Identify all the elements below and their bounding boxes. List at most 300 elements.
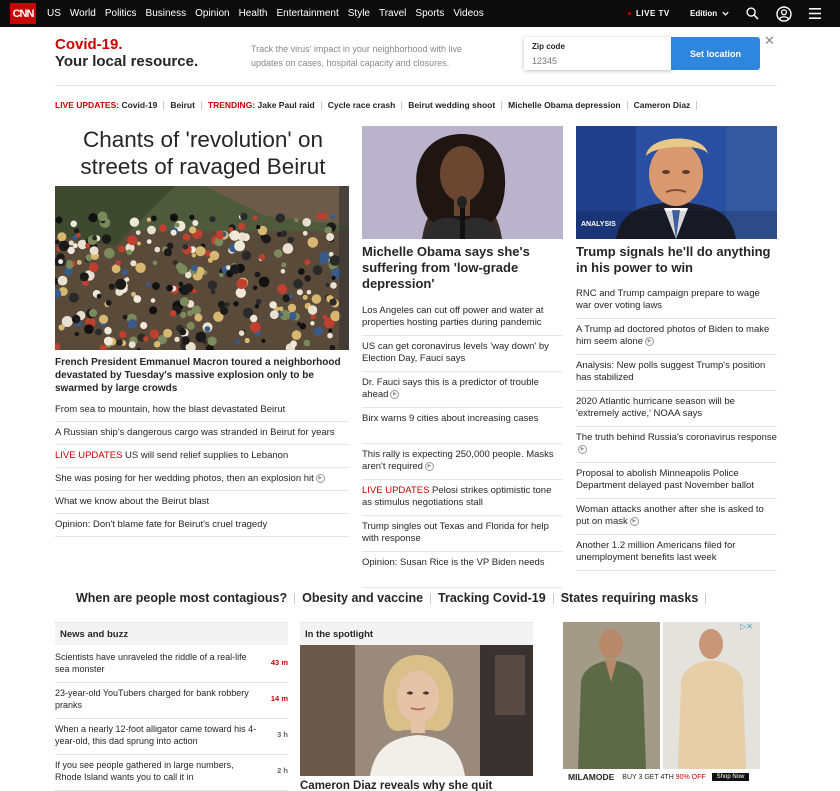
story-link[interactable] [576, 463, 777, 499]
crowd-person [225, 302, 230, 307]
crowd-person [140, 322, 147, 329]
story-link[interactable] [576, 283, 777, 319]
crowd-person [240, 213, 247, 220]
close-icon[interactable]: ✕ [764, 33, 775, 48]
crowd-person [255, 304, 259, 308]
separator [553, 593, 554, 604]
crowd-person [154, 341, 161, 348]
crowd-person [74, 228, 79, 233]
crowd-person [126, 249, 132, 255]
crowd-person [89, 263, 99, 273]
story-text: Los Angeles can cut off power and water at properties hosting parties during pandemic [362, 305, 544, 328]
story-link[interactable] [55, 399, 349, 422]
crowd-person [277, 284, 287, 294]
beirut-link[interactable]: Beirut [170, 100, 195, 110]
crowd-person [66, 260, 72, 266]
account-icon[interactable] [775, 0, 793, 27]
crowd-person [98, 212, 108, 222]
crowd-person [310, 321, 314, 325]
crowd-person [191, 265, 198, 272]
ad-shop-now-button[interactable]: Shop Now [712, 773, 750, 781]
news-buzz-list [55, 647, 288, 791]
crowd-person [303, 295, 308, 300]
crowd-person [311, 314, 316, 319]
crowd-person [72, 315, 81, 324]
crowd-person [89, 309, 97, 317]
crowd-person [238, 223, 245, 230]
crowd-person [147, 239, 152, 244]
story-link[interactable] [55, 445, 349, 468]
crowd-person [130, 218, 139, 227]
live-tv-link[interactable] [628, 0, 670, 27]
edition-label: Edition [690, 9, 718, 18]
nav-links [47, 0, 484, 27]
play-icon: ▶ [425, 462, 434, 471]
separator [501, 101, 502, 110]
crowd-person [73, 235, 78, 240]
story-text: Pelosi strikes optimistic tone as stimulus negotiations stall [362, 485, 552, 508]
crowd-person [317, 213, 324, 220]
play-icon: ▶ [645, 337, 654, 346]
crowd-person [179, 288, 183, 292]
crowd-person [256, 225, 260, 229]
crowd-person [261, 339, 265, 343]
story-text: The truth behind Russia's coronavirus response [576, 432, 777, 443]
ad-offer: BUY 3 GET 4TH [622, 773, 674, 781]
crowd-person [128, 319, 138, 329]
crowd-person [147, 218, 151, 222]
cameron-diaz-video-image[interactable] [300, 645, 533, 776]
crowd-person [150, 329, 159, 338]
news-item-time: 3 h [277, 730, 288, 739]
covid-title [55, 36, 198, 70]
crowd-person [95, 329, 102, 336]
story-link[interactable] [576, 319, 777, 355]
crowd-person [229, 233, 233, 237]
topic-link[interactable]: Obesity and vaccine [302, 591, 424, 605]
nav-link-opinion[interactable]: Opinion [195, 8, 230, 19]
clothing-ad[interactable] [563, 622, 760, 769]
crowd-person [85, 243, 90, 248]
crowd-person [235, 340, 240, 345]
crowd-person [281, 269, 286, 274]
news-item[interactable] [55, 647, 288, 683]
ad-choices-icon[interactable]: ▷✕ [740, 622, 753, 631]
nav-link-style[interactable]: Style [347, 8, 370, 19]
story-link[interactable] [576, 499, 777, 535]
zip-code-label: Zip code [532, 42, 565, 51]
news-item[interactable] [55, 719, 288, 755]
trending-link[interactable]: Cameron Diaz [633, 100, 691, 110]
col2-story-list [362, 300, 563, 588]
crowd-person [189, 226, 196, 233]
crowd-person [123, 315, 128, 320]
story-link[interactable] [362, 372, 563, 408]
crowd-person [290, 340, 297, 347]
story-text: US can get coronavirus levels 'way down' by Election Day, Fauci says [362, 341, 549, 364]
story-link[interactable] [55, 422, 349, 445]
crowd-person [195, 332, 206, 343]
story-text: Analysis: New polls suggest Trump's position has stabilized [576, 360, 766, 383]
crowd-person [289, 294, 293, 298]
covid-title-red: Covid-19. [55, 36, 123, 53]
crowd-person [163, 329, 172, 338]
crowd-person [75, 332, 80, 337]
obama-caption[interactable]: Michelle Obama says she's suffering from 'low-grade depression' [362, 244, 530, 291]
separator [201, 101, 202, 110]
crowd-person [170, 310, 177, 317]
story-text: A Russian ship's dangerous cargo was stranded in Beirut for years [55, 427, 335, 438]
topic-links [76, 591, 713, 605]
crowd-person [313, 265, 323, 275]
crowd-person [112, 264, 121, 273]
crowd-person [104, 337, 113, 346]
separator [705, 593, 706, 604]
story-text: She was posing for her wedding photos, then an explosion hit [55, 473, 314, 484]
crowd-person [104, 248, 115, 259]
story-link[interactable] [362, 444, 563, 480]
crowd-person [147, 226, 156, 235]
crowd-person [209, 216, 215, 222]
separator [401, 101, 402, 110]
crowd-person [255, 272, 261, 278]
crowd-person [195, 246, 205, 256]
menu-icon[interactable] [807, 0, 822, 27]
crowd-person [69, 293, 79, 303]
story-link[interactable] [362, 552, 563, 588]
live-updates-tag: LIVE UPDATES [55, 450, 123, 461]
crowd-person [208, 337, 217, 346]
crowd-person [262, 235, 271, 244]
analysis-badge: ANALYSIS [581, 221, 616, 228]
news-item-text: 23-year-old YouTubers charged for bank robbery pranks [55, 688, 249, 710]
crowd-person [281, 231, 287, 237]
story-text: What we know about the Beirut blast [55, 496, 210, 507]
play-icon: ▶ [630, 517, 639, 526]
play-icon: ▶ [316, 474, 325, 483]
crowd-person [153, 261, 158, 266]
story-text: Opinion: Susan Rice is the VP Biden needs [362, 557, 545, 568]
story-text: A Trump ad doctored photos of Biden to make him seem alone [576, 324, 770, 347]
nav-link-travel[interactable]: Travel [378, 8, 407, 19]
crowd-person [217, 230, 224, 237]
crowd-person [90, 246, 99, 255]
news-item-text: When a nearly 12-foot alligator came toward his 4-year-old, this dad sprung into action [55, 724, 257, 746]
news-item[interactable] [55, 755, 288, 791]
trending-bar [55, 100, 703, 110]
crowd-person [220, 307, 228, 315]
lead-headline[interactable]: Chants of 'revolution' on streets of ravaged Beirut [80, 127, 326, 179]
crowd-person [146, 282, 151, 287]
crowd-person [256, 299, 262, 305]
topic-link[interactable]: States requiring masks [560, 591, 699, 605]
crowd-person [59, 324, 65, 330]
live-tv-label: LIVE TV [636, 9, 670, 18]
story-link[interactable] [576, 391, 777, 427]
crowd-person [325, 226, 332, 233]
cnn-logo[interactable]: CNN [10, 3, 36, 24]
crowd-person [155, 247, 161, 253]
story-link[interactable] [55, 514, 349, 537]
crowd-person [230, 264, 240, 274]
nav-link-videos[interactable]: Videos [453, 8, 484, 19]
story-link[interactable] [55, 491, 349, 514]
crowd-person [192, 220, 198, 226]
story-link[interactable] [362, 336, 563, 372]
nav-link-sports[interactable]: Sports [415, 8, 445, 19]
spotlight-caption[interactable]: Cameron Diaz reveals why she quit [300, 780, 493, 791]
crowd-person [129, 341, 136, 348]
crowd-person [99, 315, 108, 324]
edition-menu[interactable] [690, 0, 730, 27]
crowd-person [115, 279, 126, 290]
crowd-person [279, 313, 283, 317]
trending-link[interactable]: Beirut wedding shoot [408, 100, 496, 110]
crowd-person [288, 237, 294, 243]
crowd-person [77, 260, 82, 265]
crowd-person [328, 329, 332, 333]
set-location-button[interactable]: Set location [671, 37, 760, 70]
ad-brand: MILAMODE [568, 772, 615, 782]
news-item-time: 2 h [277, 766, 288, 775]
crowd-person [245, 338, 250, 343]
crowd-person [320, 256, 329, 265]
crowd-person [304, 259, 310, 265]
crowd-person [92, 236, 97, 241]
live-updates-topic[interactable]: Covid-19 [121, 100, 158, 110]
separator [163, 101, 164, 110]
crowd-person [57, 232, 66, 241]
crowd-person [130, 260, 136, 266]
separator [321, 101, 322, 110]
crowd-person [59, 241, 69, 251]
zip-code-box [524, 37, 672, 70]
story-text: 2020 Atlantic hurricane season will be 'extremely active,' NOAA says [576, 396, 735, 419]
news-item-time: 14 m [270, 694, 288, 703]
crowd-person [102, 234, 111, 243]
col3-story-list [576, 283, 777, 571]
story-link[interactable] [362, 408, 563, 444]
crowd-person [149, 306, 157, 314]
crowd-person [242, 251, 252, 261]
topic-link[interactable]: Tracking Covid-19 [438, 591, 546, 605]
crowd-person [239, 279, 247, 287]
crowd-person [297, 289, 303, 295]
news-item[interactable] [55, 683, 288, 719]
trending-link[interactable]: Michelle Obama depression [508, 100, 621, 110]
trending-link[interactable]: Cycle race crash [327, 100, 396, 110]
story-text: From sea to mountain, how the blast devastated Beirut [55, 404, 286, 415]
story-link[interactable] [362, 516, 563, 552]
crowd-person [226, 265, 231, 270]
crowd-person [205, 326, 211, 332]
crowd-person [234, 241, 245, 252]
live-updates-label: LIVE UPDATES: [55, 100, 120, 110]
story-text: Woman attacks another after she is asked to put on mask [576, 504, 764, 527]
news-item-text: If you see people gathered in large numbers, Rhode Island wants you to call it in [55, 760, 234, 782]
crowd-person [55, 240, 59, 244]
topic-link[interactable]: When are people most contagious? [76, 591, 288, 605]
crowd-person [183, 233, 190, 240]
crowd-person [259, 277, 270, 288]
news-buzz-header: News and buzz [55, 622, 288, 645]
crowd-person [171, 230, 177, 236]
crowd-person [174, 337, 179, 342]
crowd-person [253, 216, 258, 221]
story-text: Another 1.2 million Americans filed for unemployment benefits last week [576, 540, 736, 563]
crowd-person [276, 213, 285, 222]
nav-link-health[interactable]: Health [238, 8, 268, 19]
story-text: US will send relief supplies to Lebanon [122, 450, 289, 461]
crowd-person [292, 330, 302, 340]
crowd-person [189, 215, 194, 220]
crowd-person [179, 328, 186, 335]
crowd-person [106, 300, 112, 306]
ad-banner[interactable] [563, 770, 760, 784]
crowd-person [194, 314, 202, 322]
story-text: This rally is expecting 250,000 people. Masks aren't required [362, 449, 554, 472]
story-link[interactable] [576, 535, 777, 571]
crowd-person [298, 268, 305, 275]
crowd-person [330, 255, 341, 266]
crowd-person [118, 246, 125, 253]
crowd-person [308, 237, 319, 248]
story-link[interactable] [362, 300, 563, 336]
crowd-person [250, 315, 257, 322]
story-text: Dr. Fauci says this is a predictor of trouble ahead [362, 377, 539, 400]
crowd-person [127, 235, 137, 245]
nav-link-entertainment[interactable]: Entertainment [276, 8, 339, 19]
crowd-person [332, 276, 336, 280]
nav-link-business[interactable]: Business [145, 8, 187, 19]
crowd-person [303, 231, 308, 236]
crowd-person [307, 290, 312, 295]
trump-caption[interactable]: Trump signals he'll do anything in his power to win [576, 244, 771, 275]
crowd-person [151, 298, 156, 303]
crowd-person [69, 240, 74, 245]
crowd-person [304, 275, 311, 282]
play-icon: ▶ [578, 445, 587, 454]
crowd-person [288, 304, 296, 312]
nav-link-politics[interactable]: Politics [104, 8, 137, 19]
crowd-person [173, 260, 178, 265]
story-link[interactable] [362, 480, 563, 516]
crowd-person [302, 218, 311, 227]
crowd-person [274, 249, 283, 258]
crowd-person [210, 251, 220, 261]
story-link[interactable] [576, 355, 777, 391]
separator [430, 593, 431, 604]
crowd-person [326, 233, 334, 241]
separator [294, 593, 295, 604]
news-item-time: 43 m [270, 658, 288, 667]
michelle-obama-image[interactable] [362, 126, 563, 239]
crowd-person [259, 254, 265, 260]
crowd-person [175, 223, 180, 228]
covid-title-black: Your local resource. [55, 53, 199, 70]
crowd-person [219, 273, 224, 278]
crowd-person [293, 279, 303, 289]
crowd-person [187, 322, 195, 330]
top-nav [0, 0, 840, 27]
search-icon[interactable] [744, 0, 760, 27]
crowd-person [253, 286, 258, 291]
crowd-person [331, 214, 336, 219]
crowd-person [80, 272, 89, 281]
crowd-person [281, 262, 286, 267]
crowd-person [152, 282, 160, 290]
crowd-person [159, 224, 167, 232]
crowd-person [143, 336, 148, 341]
crowd-person [97, 294, 102, 299]
crowd-person [109, 284, 115, 290]
crowd-person [137, 242, 141, 246]
crowd-person [170, 214, 178, 222]
col1-story-list [55, 399, 349, 537]
play-icon: ▶ [390, 390, 399, 399]
crowd-person [211, 290, 216, 295]
crowd-person [187, 310, 193, 316]
crowd-person [104, 327, 112, 335]
crowd-person [181, 336, 190, 345]
crowd-person [70, 221, 77, 228]
news-item-text: Scientists have unraveled the riddle of a real-life sea monster [55, 652, 247, 674]
beirut-crowd-image[interactable] [55, 186, 349, 350]
trending-label: TRENDING: [207, 100, 256, 110]
story-text: Opinion: Don't blame fate for Beirut's cruel tragedy [55, 519, 268, 530]
chevron-down-icon [721, 9, 730, 18]
story-link[interactable] [55, 468, 349, 491]
crowd-person [308, 305, 317, 314]
crowd-person [192, 253, 196, 257]
crowd-person [180, 312, 186, 318]
crowd-person [122, 269, 128, 275]
crowd-person [327, 333, 333, 339]
crowd-person [116, 339, 122, 345]
crowd-person [178, 265, 188, 275]
nav-link-world[interactable]: World [69, 8, 96, 19]
crowd-person [151, 216, 157, 222]
story-text: Trump singles out Texas and Florida for help with response [362, 521, 549, 544]
crowd-person [314, 327, 323, 336]
crowd-person [119, 331, 126, 338]
zip-code-input[interactable] [532, 56, 652, 66]
trending-link[interactable]: Jake Paul raid [257, 100, 315, 110]
lead-caption[interactable]: French President Emmanuel Macron toured a neighborhood devastated by Tuesday's massive explosion only to be swarmed by large crowds [55, 357, 341, 394]
crowd-person [164, 248, 172, 256]
crowd-person [251, 323, 256, 328]
live-updates-tag: LIVE UPDATES [362, 485, 430, 496]
crowd-person [325, 283, 329, 287]
story-link[interactable] [576, 427, 777, 463]
crowd-person [133, 295, 141, 303]
covid-description: Track the virus' impact in your neighborhood with live updates on cases, hospital capacity and closures. [251, 44, 462, 68]
crowd-person [183, 244, 189, 250]
crowd-person [294, 218, 298, 222]
live-dot-icon [628, 12, 631, 15]
nav-link-us[interactable]: US [47, 8, 61, 19]
story-text: Proposal to abolish Minneapolis Police Department delayed past November ballot [576, 468, 754, 491]
crowd-person [58, 276, 68, 286]
crowd-person [185, 283, 194, 292]
crowd-person [304, 340, 311, 347]
crowd-person [323, 315, 328, 320]
crowd-person [136, 230, 141, 235]
crowd-person [270, 310, 279, 319]
crowd-person [330, 299, 337, 306]
crowd-person [88, 213, 97, 222]
crowd-person [166, 285, 173, 292]
